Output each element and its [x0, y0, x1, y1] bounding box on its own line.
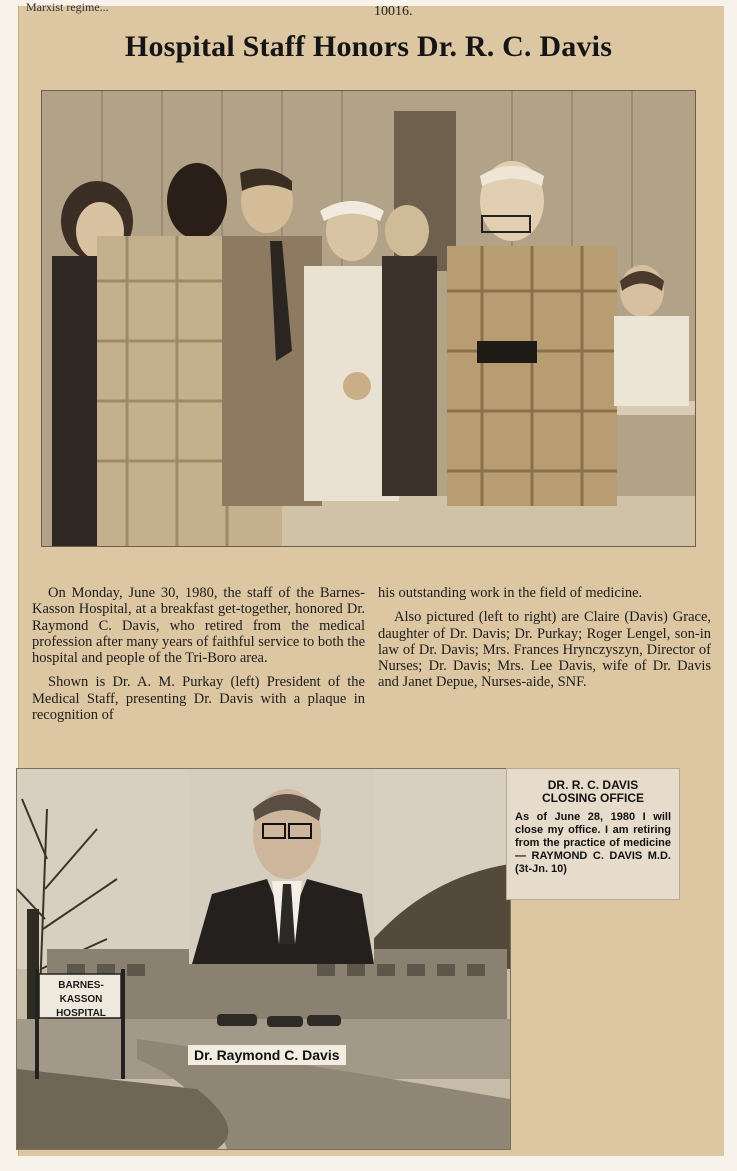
closing-office-notice [506, 768, 680, 900]
portrait-caption: Dr. Raymond C. Davis [188, 1045, 346, 1065]
group-photo [41, 90, 696, 547]
article-paragraph: Also pictured (left to right) are Claire (Davis) Grace, daughter of Dr. Davis; Dr. Purkay; Roger Lengel, son-in law of Dr. Davis; Mrs. Frances Hrynczyszyn, Director of Nurses; Dr. Davis; Mrs. Lee Davis, wife of Dr. Davis and Janet Depue, Nurses-aide, SNF. [378, 609, 711, 691]
notice-heading-line2: CLOSING OFFICE [542, 791, 644, 805]
notice-body: As of June 28, 1980 I will close my office. I am retiring from the practice of medicine — RAYMOND C. DAVIS M.D. (3t-Jn. 10) [515, 811, 671, 875]
article-paragraph: his outstanding work in the field of medicine. [378, 585, 643, 601]
group-photo-illustration [42, 91, 695, 546]
hospital-portrait-photo [16, 768, 511, 1150]
hospital-sign: BARNES-KASSON HOSPITAL [56, 980, 106, 1019]
article-paragraph: Shown is Dr. A. M. Purkay (left) President of the Medical Staff, presenting Dr. Davis with a plaque in recognition of [32, 674, 365, 724]
hospital-portrait-illustration [17, 769, 510, 1149]
page-number: 10016. [374, 4, 413, 19]
top-fragment-text: Marxist regime... [26, 0, 109, 14]
headline: Hospital Staff Honors Dr. R. C. Davis [124, 30, 613, 63]
notice-heading-line1: DR. R. C. DAVIS [547, 778, 639, 792]
article-column-right [378, 585, 711, 699]
article-paragraph: On Monday, June 30, 1980, the staff of the Barnes-Kasson Hospital, at a breakfast get-together, honored Dr. Raymond C. Davis, who retired from the medical profession after many years of faithful service to both the hospital and people of the Tri-Boro area. [32, 585, 365, 667]
article-column-left [32, 585, 365, 731]
